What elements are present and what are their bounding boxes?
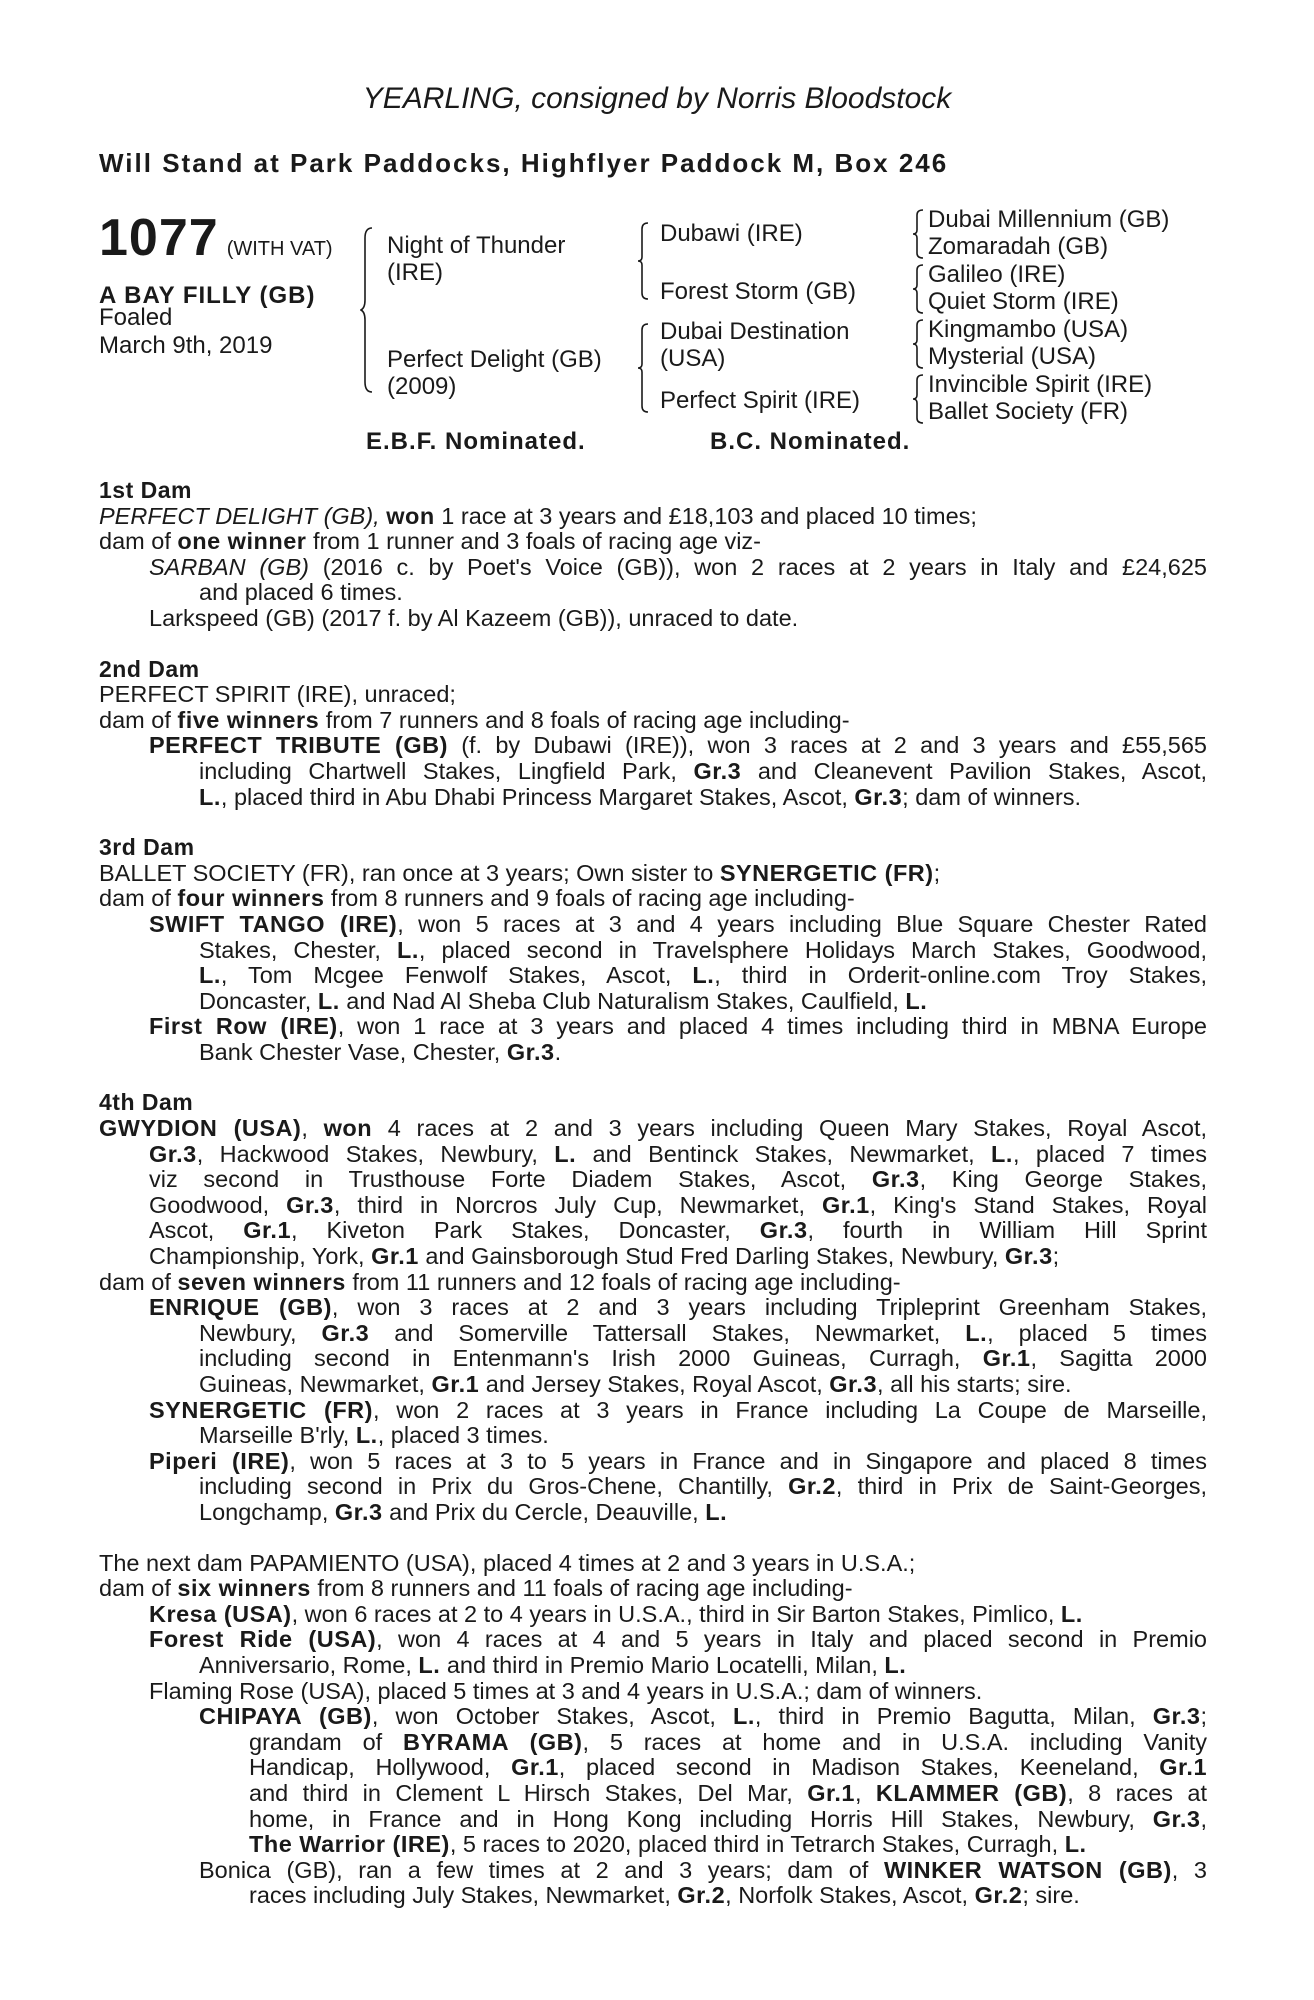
fourth-dam-line: Marseille B'rly, L., placed 3 times. xyxy=(199,1422,549,1449)
next-dam-line: dam of six winners from 8 runners and 11 foals of racing age including- xyxy=(99,1575,853,1602)
fourth-dam-line: viz second in Trusthouse Forte Diadem Stakes, Ascot, Gr.3, King George Stakes, xyxy=(149,1166,1207,1193)
first-dam-line: PERFECT DELIGHT (GB), won 1 race at 3 years and £18,103 and placed 10 times; xyxy=(99,502,977,529)
consignor-line: YEARLING, consigned by Norris Bloodstock xyxy=(362,82,952,115)
next-dam-line: Anniversario, Rome, L. and third in Premio Mario Locatelli, Milan, L. xyxy=(199,1651,907,1678)
next-dam-line: Flaming Rose (USA), placed 5 times at 3 and 4 years in U.S.A.; dam of winners. xyxy=(149,1677,983,1704)
foaled-label: Foaled xyxy=(99,304,173,331)
next-dam-line: The next dam PAPAMIENTO (USA), placed 4 times at 2 and 3 years in U.S.A.; xyxy=(99,1549,916,1576)
horse-name: A BAY FILLY (GB) xyxy=(99,282,316,309)
fourth-dam-line: ENRIQUE (GB), won 3 races at 2 and 3 years including Tripleprint Greenham Stakes, xyxy=(149,1294,1207,1321)
pedigree-dam: Perfect Delight (GB) (2009) xyxy=(387,346,602,400)
pedigree-g6: Mysterial (USA) xyxy=(928,343,1097,370)
pedigree-brace-g3 xyxy=(912,263,924,315)
ebf-nomination: E.B.F. Nominated. xyxy=(366,428,586,455)
third-dam-line: Stakes, Chester, L., placed second in Travelsphere Holidays March Stakes, Goodwood, xyxy=(199,936,1208,963)
stand-location: Will Stand at Park Paddocks, Highflyer Paddock M, Box 246 xyxy=(99,148,949,178)
pedigree-dam-dam: Perfect Spirit (IRE) xyxy=(660,387,861,414)
third-dam-heading: 3rd Dam xyxy=(99,834,195,861)
foaled-date: March 9th, 2019 xyxy=(99,332,273,359)
fourth-dam-line: Ascot, Gr.1, Kiveton Park Stakes, Doncaster, Gr.3, fourth in William Hill Sprint xyxy=(149,1217,1208,1244)
second-dam-heading: 2nd Dam xyxy=(99,655,200,682)
pedigree-dam-sire: Dubai Destination (USA) xyxy=(660,318,850,372)
third-dam-line: SWIFT TANGO (IRE), won 5 races at 3 and 4 years including Blue Square Chester Rated xyxy=(149,910,1208,937)
fourth-dam-line: Newbury, Gr.3 and Somerville Tattersall Stakes, Newmarket, L., placed 5 times xyxy=(199,1319,1208,1346)
pedigree-brace-g7 xyxy=(912,373,924,425)
pedigree-brace-g5 xyxy=(912,318,924,370)
fourth-dam-line: Piperi (IRE), won 5 races at 3 to 5 years in France and in Singapore and placed 8 times xyxy=(149,1447,1207,1474)
pedigree-g5: Kingmambo (USA) xyxy=(928,316,1129,343)
fourth-dam-heading: 4th Dam xyxy=(99,1089,194,1116)
next-dam-line: Kresa (USA), won 6 races at 2 to 4 years in U.S.A., third in Sir Barton Stakes, Pimlico, L. xyxy=(149,1600,1083,1627)
next-dam-line: home, in France and in Hong Kong including Horris Hill Stakes, Newbury, Gr.3, xyxy=(249,1805,1207,1832)
next-dam-line: and third in Clement L Hirsch Stakes, Del Mar, Gr.1, KLAMMER (GB), 8 races at xyxy=(249,1779,1207,1806)
next-dam-line: CHIPAYA (GB), won October Stakes, Ascot, L., third in Premio Bagutta, Milan, Gr.3; xyxy=(199,1703,1207,1730)
lot-heading xyxy=(99,208,333,268)
fourth-dam-line: SYNERGETIC (FR), won 2 races at 3 years in France including La Coupe de Marseille, xyxy=(149,1396,1207,1423)
next-dam-line: The Warrior (IRE), 5 races to 2020, placed third in Tetrarch Stakes, Curragh, L. xyxy=(249,1831,1087,1858)
second-dam-line: PERFECT TRIBUTE (GB) (f. by Dubawi (IRE)), won 3 races at 2 and 3 years and £55,565 xyxy=(149,732,1207,759)
pedigree-sire-dam: Forest Storm (GB) xyxy=(660,278,857,305)
fourth-dam-line: Championship, York, Gr.1 and Gainsborough Stud Fred Darling Stakes, Newbury, Gr.3; xyxy=(149,1243,1060,1270)
fourth-dam-line: Longchamp, Gr.3 and Prix du Cercle, Deauville, L. xyxy=(199,1498,728,1525)
third-dam-line: First Row (IRE), won 1 race at 3 years and placed 4 times including third in MBNA Europe xyxy=(149,1013,1207,1040)
bc-nomination: B.C. Nominated. xyxy=(710,428,911,455)
pedigree-sire: Night of Thunder (IRE) xyxy=(387,232,566,286)
second-dam-line: including Chartwell Stakes, Lingfield Park, Gr.3 and Cleanevent Pavilion Stakes, Ascot, xyxy=(199,757,1208,784)
first-dam-line: SARBAN (GB) (2016 c. by Poet's Voice (GB)), won 2 races at 2 years in Italy and £24,625 xyxy=(149,553,1207,580)
first-dam-line: and placed 6 times. xyxy=(199,579,403,606)
pedigree-g3: Galileo (IRE) xyxy=(928,261,1066,288)
third-dam-line: Doncaster, L. and Nad Al Sheba Club Naturalism Stakes, Caulfield, L. xyxy=(199,987,928,1014)
pedigree-g4: Quiet Storm (IRE) xyxy=(928,288,1119,315)
fourth-dam-line: dam of seven winners from 11 runners and 12 foals of racing age including- xyxy=(99,1268,901,1295)
fourth-dam-line: including second in Entenmann's Irish 2000 Guineas, Curragh, Gr.1, Sagitta 2000 xyxy=(199,1345,1207,1372)
pedigree-g2: Zomaradah (GB) xyxy=(928,233,1109,260)
lot-number: 1077 xyxy=(99,209,219,267)
fourth-dam-line: Gr.3, Hackwood Stakes, Newbury, L. and Bentinck Stakes, Newmarket, L., placed 7 times xyxy=(149,1140,1207,1167)
next-dam-line: races including July Stakes, Newmarket, Gr.2, Norfolk Stakes, Ascot, Gr.2; sire. xyxy=(249,1882,1080,1909)
second-dam-line: L., placed third in Abu Dhabi Princess Margaret Stakes, Ascot, Gr.3; dam of winners. xyxy=(199,783,1082,810)
fourth-dam-line: Guineas, Newmarket, Gr.1 and Jersey Stakes, Royal Ascot, Gr.3, all his starts; sire. xyxy=(199,1371,1072,1397)
pedigree-brace-sire xyxy=(637,221,649,301)
pedigree-brace-dam xyxy=(637,322,649,414)
vat-label: (WITH VAT) xyxy=(226,238,333,260)
pedigree-g7: Invincible Spirit (IRE) xyxy=(928,371,1153,398)
next-dam-line: Forest Ride (USA), won 4 races at 4 and 5 years in Italy and placed second in Premio xyxy=(149,1626,1207,1653)
third-dam-line: L., Tom Mcgee Fenwolf Stakes, Ascot, L., third in Orderit-online.com Troy Stakes, xyxy=(199,962,1208,989)
first-dam-line: Larkspeed (GB) (2017 f. by Al Kazeem (GB)), unraced to date. xyxy=(149,604,799,631)
pedigree-brace-g1 xyxy=(912,208,924,260)
second-dam-line: PERFECT SPIRIT (IRE), unraced; xyxy=(99,681,456,708)
second-dam-line: dam of five winners from 7 runners and 8 foals of racing age including- xyxy=(99,706,850,733)
pedigree-brace-main xyxy=(360,226,374,394)
third-dam-line: dam of four winners from 8 runners and 9 foals of racing age including- xyxy=(99,885,855,912)
dam-produce-records xyxy=(99,478,1207,1909)
next-dam-line: Bonica (GB), ran a few times at 2 and 3 years; dam of WINKER WATSON (GB), 3 xyxy=(199,1856,1207,1883)
fourth-dam-line: Goodwood, Gr.3, third in Norcros July Cup, Newmarket, Gr.1, King's Stand Stakes, Royal xyxy=(149,1191,1208,1218)
pedigree-g8: Ballet Society (FR) xyxy=(928,398,1129,425)
foaled-info xyxy=(99,304,272,360)
first-dam-line: dam of one winner from 1 runner and 3 foals of racing age viz- xyxy=(99,528,761,555)
fourth-dam-line: including second in Prix du Gros-Chene, Chantilly, Gr.2, third in Prix de Saint-Georges, xyxy=(199,1473,1207,1500)
pedigree-sire-sire: Dubawi (IRE) xyxy=(660,220,803,247)
pedigree-g1: Dubai Millennium (GB) xyxy=(928,206,1170,233)
fourth-dam-line: GWYDION (USA), won 4 races at 2 and 3 years including Queen Mary Stakes, Royal Ascot, xyxy=(99,1115,1208,1142)
third-dam-line: BALLET SOCIETY (FR), ran once at 3 years; Own sister to SYNERGETIC (FR); xyxy=(99,859,941,886)
first-dam-heading: 1st Dam xyxy=(99,477,192,503)
next-dam-line: Handicap, Hollywood, Gr.1, placed second in Madison Stakes, Keeneland, Gr.1 xyxy=(249,1754,1208,1781)
next-dam-line: grandam of BYRAMA (GB), 5 races at home and in U.S.A. including Vanity xyxy=(249,1728,1207,1755)
third-dam-line: Bank Chester Vase, Chester, Gr.3. xyxy=(199,1038,562,1065)
